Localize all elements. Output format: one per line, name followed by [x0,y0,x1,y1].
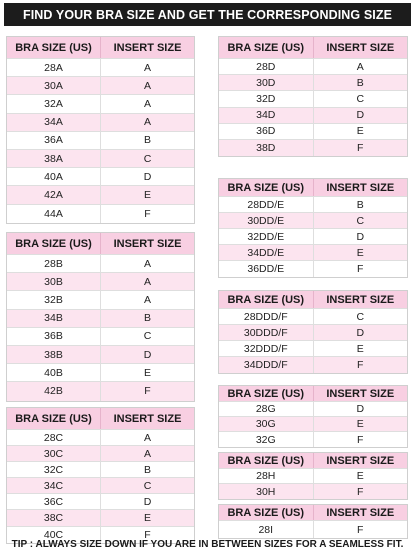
table-row [7,114,194,132]
insert-size-cell: F [357,263,364,276]
table-row [7,494,194,510]
insert-size-cell: A [143,293,151,306]
header-bra-size: BRA SIZE (US) [219,453,314,468]
bra-size-cell: 38A [7,150,101,167]
bra-size-cell: 38C [7,510,101,525]
bra-size-cell: 30C [7,446,101,461]
table-row [7,382,194,400]
insert-size-cell: A [143,116,151,129]
header-insert-size: INSERT SIZE [326,293,395,306]
table-row [219,108,407,124]
size-table [218,504,408,539]
table-row [7,462,194,478]
size-table [218,452,408,500]
insert-size-cell: E [356,418,364,430]
size-table [218,178,408,278]
table-row [219,124,407,140]
table-header-row [219,179,407,197]
insert-size-cell: B [143,463,151,476]
table-row [7,273,194,291]
table-header-row [219,37,407,59]
table-row [219,309,407,325]
table-header-row [7,408,194,430]
table-row [7,430,194,446]
insert-size-cell: F [144,207,151,220]
insert-size-cell: A [143,275,151,288]
table-header-row [219,386,407,402]
header-bra-size: BRA SIZE (US) [7,408,101,429]
bra-size-cell: 34D [219,108,314,123]
table-row [219,197,407,213]
insert-size-cell: E [143,366,151,379]
insert-size-cell: F [357,359,364,371]
insert-size-cell: A [143,431,151,444]
bra-size-cell: 28D [219,59,314,74]
bra-size-cell: 30D [219,75,314,90]
table-row [219,245,407,261]
bra-size-cell: 34DDD/F [219,357,314,373]
insert-size-cell: C [356,214,365,227]
header-bra-size: BRA SIZE (US) [7,233,101,254]
tip-text: TIP : ALWAYS SIZE DOWN IF YOU ARE IN BETWEEN SIZES FOR A SEAMLESS FIT. [11,538,404,550]
bra-size-cell: 38D [219,140,314,156]
table-row [219,432,407,447]
bra-size-cell: 36A [7,132,101,149]
insert-size-cell: A [356,60,364,73]
header-insert-size: INSERT SIZE [326,387,395,400]
bra-size-cell: 28DD/E [219,197,314,212]
table-header-row [219,505,407,521]
table-row [219,357,407,373]
insert-size-cell: E [356,125,364,138]
table-row [219,469,407,484]
bra-size-cell: 32DDD/F [219,341,314,356]
insert-size-cell: E [143,512,151,525]
header-insert-size: INSERT SIZE [113,237,182,250]
table-row [7,150,194,168]
table-row [219,213,407,229]
bra-size-cell: 40B [7,364,101,381]
bra-size-cell: 32B [7,291,101,308]
table-row [7,328,194,346]
insert-size-cell: B [356,198,364,211]
insert-size-cell: F [144,528,151,541]
table-row [7,510,194,526]
table-row [219,325,407,341]
bra-size-cell: 40A [7,168,101,185]
table-row [7,364,194,382]
bra-size-cell: 42B [7,382,101,400]
insert-size-cell: D [143,495,152,508]
insert-size-cell: C [143,330,152,343]
bra-size-cell: 28G [219,402,314,416]
insert-size-cell: A [143,97,151,110]
bra-size-cell: 34A [7,114,101,131]
header-bra-size: BRA SIZE (US) [7,37,101,58]
page-title: FIND YOUR BRA SIZE AND GET THE CORRESPONDING SIZE [22,7,393,22]
bra-size-cell: 28C [7,430,101,445]
bra-size-cell: 34DD/E [219,245,314,260]
table-row [7,77,194,95]
insert-size-cell: F [357,485,364,498]
bra-size-cell: 32DD/E [219,229,314,244]
table-row [7,95,194,113]
size-table [6,36,195,224]
insert-size-cell: B [143,134,151,147]
insert-size-cell: D [356,109,365,122]
bra-size-cell: 30DD/E [219,213,314,228]
table-row [7,186,194,204]
bra-size-cell: 28B [7,255,101,272]
table-row [7,205,194,223]
table-row [7,168,194,186]
insert-size-cell: F [144,385,151,398]
insert-size-cell: D [356,326,365,339]
table-row [219,484,407,499]
table-row [7,346,194,364]
insert-size-cell: F [357,433,364,446]
bra-size-cell: 38B [7,346,101,363]
size-table [6,407,195,544]
bra-size-cell: 30DDD/F [219,325,314,340]
table-row [219,341,407,357]
table-row [219,75,407,91]
bra-size-cell: 30B [7,273,101,290]
bra-size-cell: 28DDD/F [219,309,314,324]
insert-size-cell: C [143,479,152,492]
insert-size-cell: E [143,188,151,201]
insert-size-cell: C [143,152,152,165]
bra-size-cell: 28A [7,59,101,76]
header-bra-size: BRA SIZE (US) [219,291,314,308]
header-bra-size: BRA SIZE (US) [219,505,314,520]
insert-size-cell: E [356,470,364,482]
insert-size-cell: D [356,403,365,415]
table-row [219,59,407,75]
bra-size-cell: 30H [219,484,314,499]
size-table [218,385,408,448]
bra-size-cell: 36D [219,124,314,139]
insert-size-cell: F [357,142,364,155]
insert-size-cell: A [143,61,151,74]
bra-size-cell: 32D [219,91,314,106]
table-header-row [7,37,194,59]
table-header-row [7,233,194,255]
bra-size-cell: 36C [7,494,101,509]
insert-size-cell: D [143,170,152,183]
bra-size-cell: 32C [7,462,101,477]
insert-size-cell: C [356,92,365,105]
size-table [218,290,408,374]
table-row [219,261,407,277]
table-row [7,291,194,309]
header-bra-size: BRA SIZE (US) [219,179,314,196]
table-row [219,417,407,432]
table-row [7,132,194,150]
bra-size-cell: 28H [219,469,314,483]
table-row [219,229,407,245]
header-bra-size: BRA SIZE (US) [219,386,314,401]
insert-size-cell: F [357,523,364,536]
insert-size-cell: D [356,230,365,243]
header-bra-size: BRA SIZE (US) [219,37,314,58]
insert-size-cell: A [143,79,151,92]
table-row [7,59,194,77]
table-header-row [219,453,407,469]
bra-size-cell: 34C [7,478,101,493]
header-insert-size: INSERT SIZE [113,412,182,425]
bra-size-cell: 32G [219,432,314,447]
bra-size-cell: 34B [7,310,101,327]
bra-size-cell: 28I [219,521,314,538]
page-title-banner [4,3,411,26]
bra-size-cell: 44A [7,205,101,223]
bra-size-cell: 36DD/E [219,261,314,277]
table-row [7,310,194,328]
size-table [6,232,195,402]
bra-size-cell: 36B [7,328,101,345]
header-insert-size: INSERT SIZE [113,41,182,54]
header-insert-size: INSERT SIZE [326,454,395,467]
insert-size-cell: B [143,312,151,325]
insert-size-cell: E [356,342,364,355]
size-table [218,36,408,157]
table-row [7,446,194,462]
table-row [219,91,407,107]
insert-size-cell: D [143,348,152,361]
header-insert-size: INSERT SIZE [326,506,395,519]
insert-size-cell: A [143,257,151,270]
header-insert-size: INSERT SIZE [326,41,395,54]
bra-size-cell: 32A [7,95,101,112]
header-insert-size: INSERT SIZE [326,181,395,194]
insert-size-cell: B [356,76,364,89]
table-row [219,140,407,156]
bra-size-cell: 30A [7,77,101,94]
insert-size-cell: E [356,246,364,259]
bra-size-cell: 42A [7,186,101,203]
bra-size-cell: 40C [7,527,101,543]
insert-size-cell: A [143,447,151,460]
table-row [219,402,407,417]
table-row [7,478,194,494]
insert-size-cell: C [356,310,365,323]
table-header-row [219,291,407,309]
bra-size-cell: 30G [219,417,314,431]
table-row [7,255,194,273]
